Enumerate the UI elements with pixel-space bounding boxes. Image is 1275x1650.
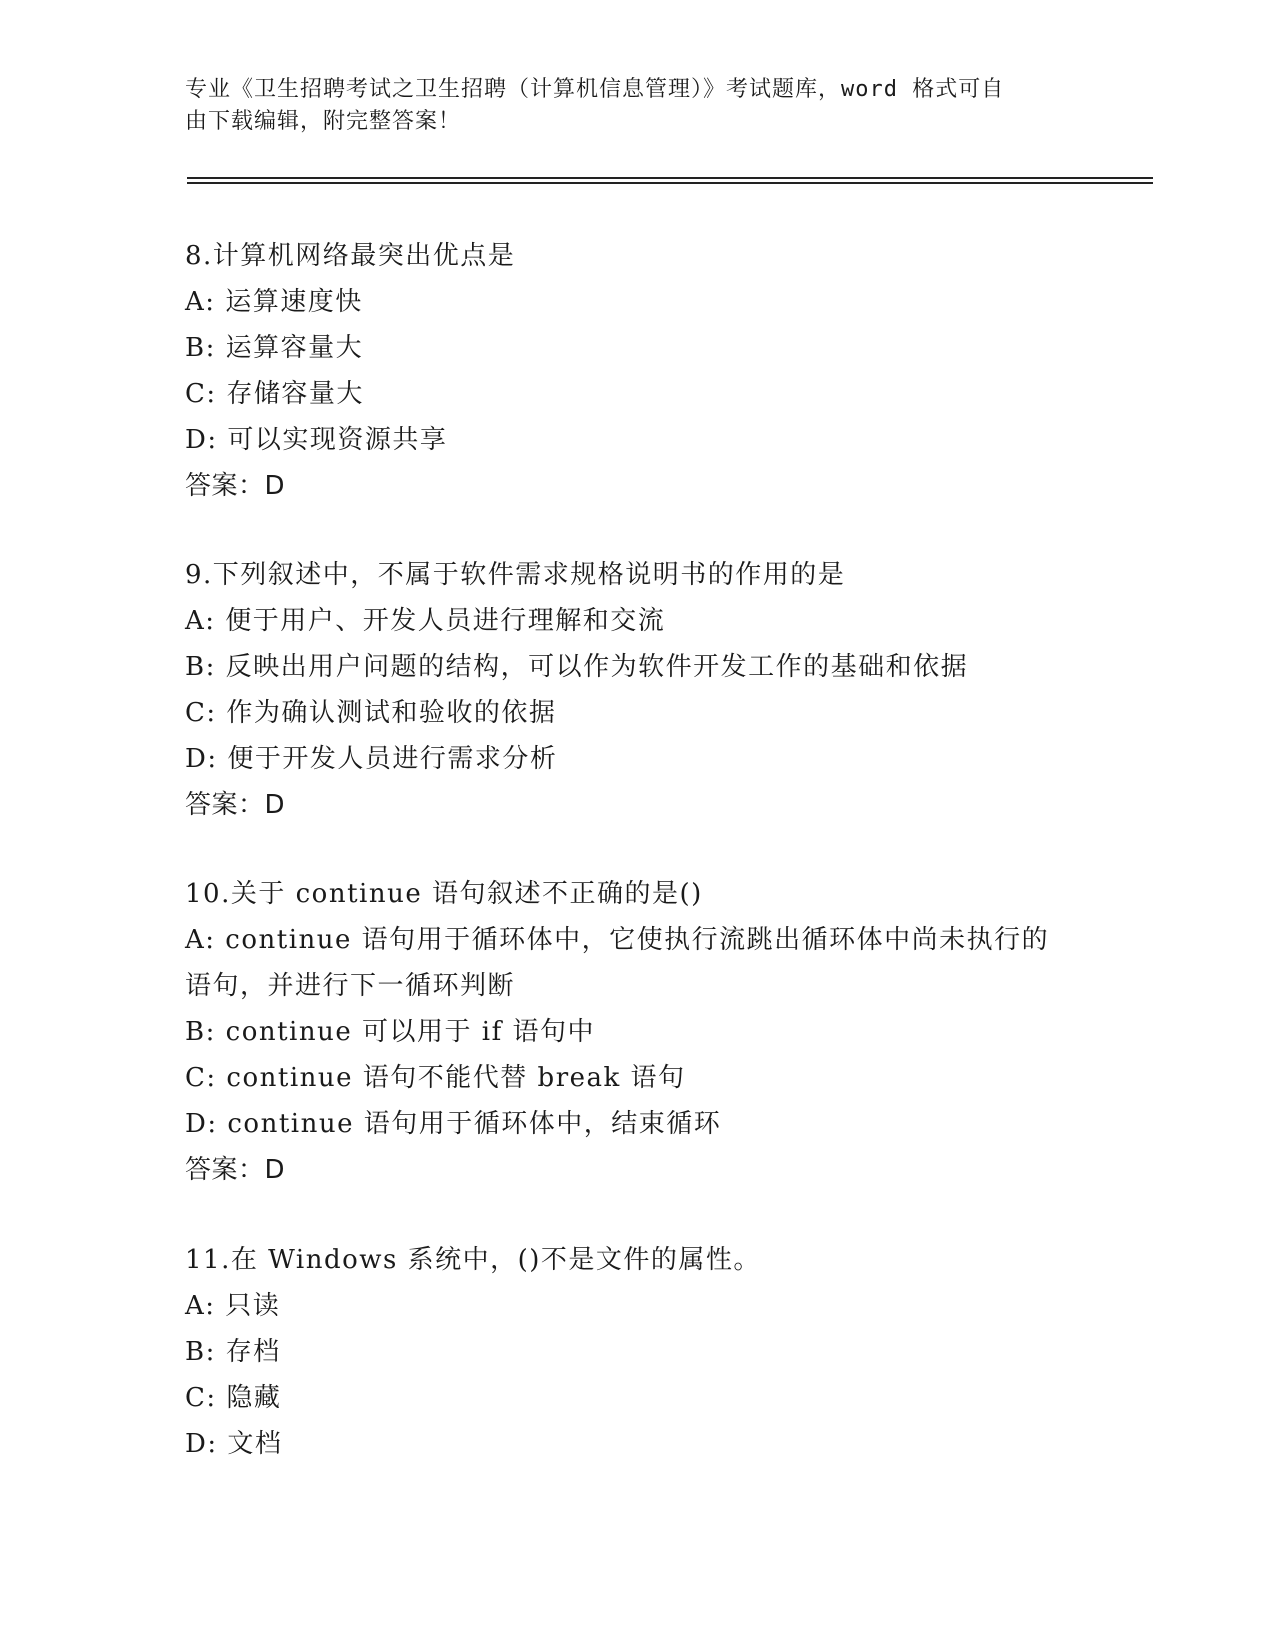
option-d: D: 可以实现资源共享	[185, 425, 448, 455]
option-a-continuation: 语句，并进行下一循环判断	[185, 971, 516, 1001]
answer-text: 答案：D	[185, 1155, 286, 1185]
question-11	[185, 1237, 1105, 1467]
option-c: C: 作为确认测试和验收的依据	[185, 698, 557, 728]
option-a: A: continue 语句用于循环体中，它使执行流跳出循环体中尚未执行的	[185, 925, 1050, 955]
header-divider-bottom	[187, 182, 1153, 184]
question-9	[185, 552, 1105, 828]
option-b: B: continue 可以用于 if 语句中	[185, 1017, 595, 1047]
question-stem: 10.关于 continue 语句叙述不正确的是()	[185, 879, 703, 909]
answer-text: 答案：D	[185, 471, 286, 501]
header-line-2: 由下载编辑，附完整答案！	[185, 109, 462, 134]
option-c: C: continue 语句不能代替 break 语句	[185, 1063, 686, 1093]
option-c: C: 存储容量大	[185, 379, 364, 409]
option-a: A: 运算速度快	[185, 287, 363, 317]
document-header	[185, 74, 1085, 138]
question-stem: 11.在 Windows 系统中，()不是文件的属性。	[185, 1245, 761, 1275]
option-d: D: 便于开发人员进行需求分析	[185, 744, 558, 774]
option-c: C: 隐藏	[185, 1383, 282, 1413]
option-b: B: 运算容量大	[185, 333, 364, 363]
option-d: D: continue 语句用于循环体中，结束循环	[185, 1109, 722, 1139]
option-a: A: 便于用户、开发人员进行理解和交流	[185, 606, 666, 636]
option-a: A: 只读	[185, 1291, 281, 1321]
header-line-1: 专业《卫生招聘考试之卫生招聘（计算机信息管理）》考试题库，word 格式可自	[185, 77, 1005, 102]
option-b: B: 存档	[185, 1337, 281, 1367]
option-b: B: 反映出用户问题的结构，可以作为软件开发工作的基础和依据	[185, 652, 969, 682]
header-divider-top	[187, 177, 1153, 179]
question-stem: 9.下列叙述中，不属于软件需求规格说明书的作用的是	[185, 560, 846, 590]
question-stem: 8.计算机网络最突出优点是	[185, 241, 516, 271]
option-d: D: 文档	[185, 1429, 283, 1459]
question-8	[185, 233, 1105, 509]
question-10	[185, 871, 1105, 1193]
answer-text: 答案：D	[185, 790, 286, 820]
